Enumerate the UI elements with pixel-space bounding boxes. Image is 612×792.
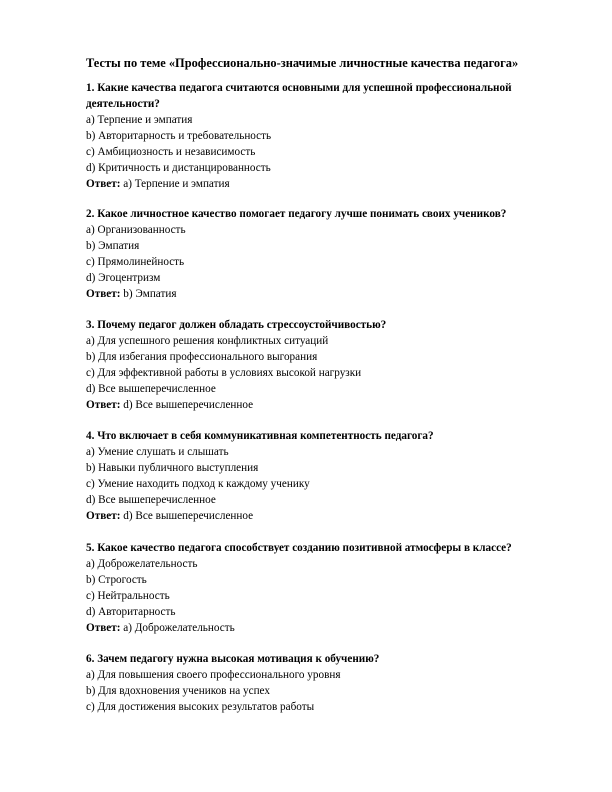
answer-option: b) Для избегания профессионального выгорания — [86, 351, 318, 363]
answer-value: a) Доброжелательность — [123, 622, 235, 634]
answer-option: a) Для повышения своего профессионального уровня — [86, 669, 341, 681]
answer-option: b) Строгость — [86, 574, 147, 586]
question-block — [86, 651, 556, 715]
question-text: 1. Какие качества педагога считаются основными для успешной профессиональной деятельности? — [86, 82, 512, 110]
answer-option: b) Для вдохновения учеников на успех — [86, 685, 270, 697]
answer-option: a) Для успешного решения конфликтных ситуаций — [86, 335, 329, 347]
answer-value: d) Все вышеперечисленное — [123, 399, 254, 411]
question-text: 2. Какое личностное качество помогает педагогу лучше понимать своих учеников? — [86, 208, 507, 220]
answer-option: c) Для эффективной работы в условиях высокой нагрузки — [86, 367, 362, 379]
answer-label: Ответ: — [86, 178, 121, 190]
answer-option: d) Критичность и дистанцированность — [86, 162, 271, 174]
answer-value: a) Терпение и эмпатия — [123, 178, 230, 190]
answer-label: Ответ: — [86, 399, 121, 411]
question-text: 6. Зачем педагогу нужна высокая мотивация к обучению? — [86, 653, 380, 665]
answer-option: c) Амбициозность и независимость — [86, 146, 256, 158]
answer-option: a) Доброжелательность — [86, 558, 198, 570]
question-block — [86, 80, 556, 192]
question-text: 3. Почему педагог должен обладать стрессоустойчивостью? — [86, 319, 387, 331]
answer-option: b) Навыки публичного выступления — [86, 462, 259, 474]
correct-answer — [86, 286, 556, 302]
answer-option: c) Для достижения высоких результатов работы — [86, 701, 315, 713]
answer-label: Ответ: — [86, 288, 121, 300]
answer-option: a) Организованность — [86, 224, 186, 236]
answer-value: b) Эмпатия — [123, 288, 177, 300]
answer-option: c) Нейтральность — [86, 590, 170, 602]
question-block — [86, 540, 556, 636]
correct-answer — [86, 508, 556, 524]
answer-option: a) Терпение и эмпатия — [86, 114, 193, 126]
answer-value: d) Все вышеперечисленное — [123, 510, 254, 522]
question-block — [86, 206, 556, 302]
answer-option: d) Все вышеперечисленное — [86, 494, 216, 506]
question-text: 4. Что включает в себя коммуникативная компетентность педагога? — [86, 430, 434, 442]
answer-option: b) Авторитарность и требовательность — [86, 130, 272, 142]
answer-option: d) Все вышеперечисленное — [86, 383, 216, 395]
answer-label: Ответ: — [86, 510, 121, 522]
question-block — [86, 428, 556, 524]
correct-answer — [86, 397, 556, 413]
answer-option: d) Эгоцентризм — [86, 272, 161, 284]
correct-answer — [86, 176, 556, 192]
document-title: Тесты по теме «Профессионально-значимые личностные качества педагога» — [86, 56, 519, 70]
answer-label: Ответ: — [86, 622, 121, 634]
answer-option: c) Умение находить подход к каждому ученику — [86, 478, 310, 490]
question-text: 5. Какое качество педагога способствует созданию позитивной атмосферы в классе? — [86, 542, 512, 554]
question-block — [86, 317, 556, 413]
answer-option: c) Прямолинейность — [86, 256, 185, 268]
answer-option: a) Умение слушать и слышать — [86, 446, 229, 458]
answer-option: d) Авторитарность — [86, 606, 176, 618]
answer-option: b) Эмпатия — [86, 240, 140, 252]
correct-answer — [86, 620, 556, 636]
